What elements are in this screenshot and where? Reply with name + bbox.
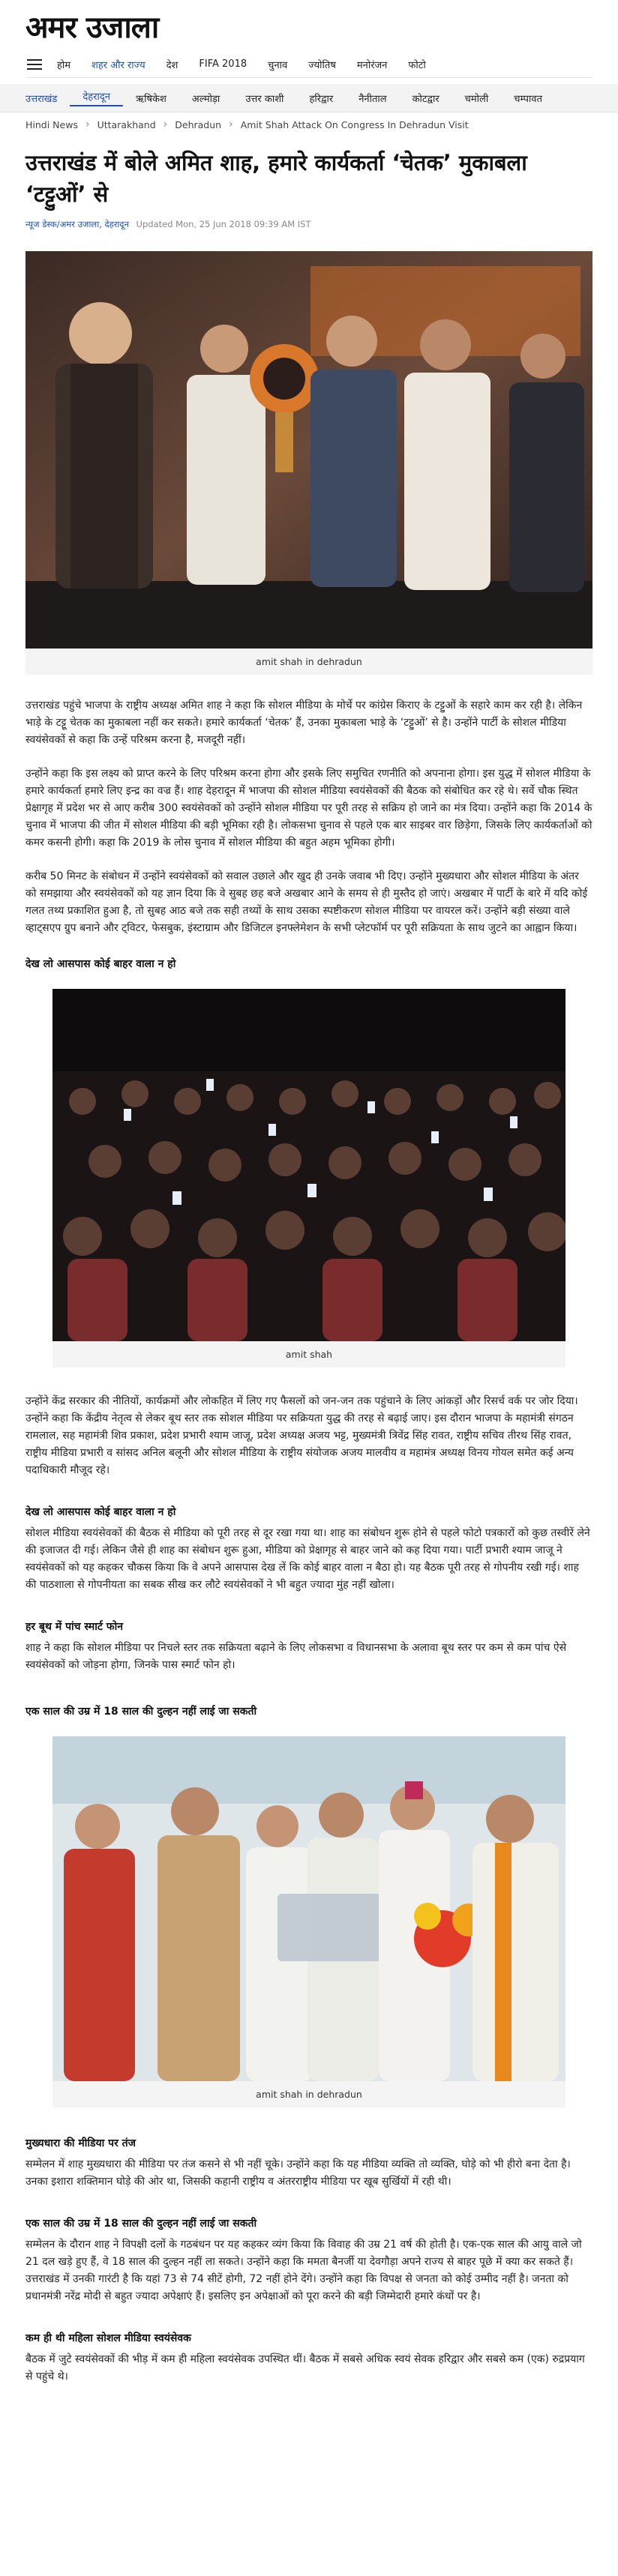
nav-item-fifa[interactable]: FIFA 2018 — [199, 58, 248, 70]
hamburger-menu-icon[interactable] — [26, 57, 44, 72]
article-paragraph: उत्तराखंड पहुंचे भाजपा के राष्ट्रीय अध्यक्ष अमित शाह ने कहा कि सोशल मीडिया के मोर्चे पर कांग्रेस किराए के टट्टुओं के सहारे काम कर रही है। लेकिन भाड़े के टट्टू चेतक का मुकाबला नहीं कर सकते। हमारे कार्यकर्ता ‘चेतक’ हैं, उनका मुकाबला भाड़े के ‘टट्टुओं’ से है। उन्होंने पार्टी के सोशल मीडिया स्वयंसेवकों से कहा कि उन्हें परिश्रम करना है, मजदूरी नहीं। — [26, 699, 583, 746]
figure-caption: amit shah in dehradun — [52, 2081, 566, 2107]
section-heading: कम ही थी महिला सोशल मीडिया स्वयंसेवक — [26, 2332, 191, 2344]
sub-nav-rishikesh[interactable]: ऋषिकेश — [136, 93, 166, 105]
article-paragraph: उन्होंने कहा कि इस लक्ष्य को प्राप्त करने के लिए परिश्रम करना होगा और इसके लिए समुचित रणनीति को अपनाना होगा। इस युद्ध में सोशल मीडिया के हमारे कार्यकर्ता हमारे लिए इन्द्र का वज्र हैं। शाह देहरादून में भाजपा की सोशल मीडिया स्वयंसेवकों की बैठक को संबोधित कर रहे थे। सर्वे चौक स्थित प्रेक्षागृह में प्रदेश भर से आए करीब 300 स्वयंसेवकों को उन्होंने सोशल मीडिया पर पूरी तरह से सक्रिय हो जाने का मंत्र दिया। उन्होंने कहा कि 2014 के चुनाव में भाजपा की जीत में सोशल मीडिया की बड़ी भूमिका रही है। लोकसभा चुनाव से पहले एक बार साइबर वार छिड़ेगा, जिसके लिए कार्यकर्ताओं को कमर कसनी होगी। कहा कि 2019 के लोस चुनाव में सोशल मीडिया की बहुत अहम भूमिका होगी। — [26, 768, 592, 849]
section-heading: एक साल की उम्र में 18 साल की दुल्हन नहीं लाई जा सकती — [26, 2218, 257, 2230]
sub-nav-kotdwar[interactable]: कोटद्वार — [412, 93, 440, 105]
section-heading: देख लो आसपास कोई बाहर वाला न हो — [26, 958, 176, 970]
image-placeholder — [26, 251, 592, 648]
sub-nav-chamoli[interactable]: चमोली — [464, 93, 489, 105]
article-figure-3 — [26, 1736, 592, 2107]
article-paragraph: बैठक में जुटे स्वयंसेवकों की भीड़ में कम ही महिला स्वयंसेवक उपस्थित थीं। बैठक में सबसे अधिक स्वयं सेवक हरिद्वार और सबसे कम (एक) रुद्रप्रयाग से पहुंचे थे। — [26, 2353, 585, 2383]
chevron-right-icon: › — [85, 118, 90, 130]
article-paragraph: सम्मेलन में शाह मुख्यधारा की मीडिया पर तंज कसने से भी नहीं चूके। उन्होंने कहा कि यह मीडिया व्यक्ति तो व्यक्ति, घोड़े को भी हीरो बना देता है। उनका इशारा शक्तिमान घोड़े की ओर था, जिसकी कहानी राष्ट्रीय व अंतरराष्ट्रीय मीडिया पर खूब सुर्खियों में रही थी। — [26, 2158, 571, 2188]
image-placeholder — [52, 989, 566, 1341]
main-navigation — [26, 51, 592, 78]
article-paragraph: उन्होंने केंद्र सरकार की नीतियों, कार्यक्रमों और लोकहित में लिए गए फैसलों को जन-जन तक पहुंचाने के लिए आंकड़ों और रिसर्च वर्क पर जोर दिया। उन्होंने कहा कि केंद्रीय नेतृत्व से लेकर बूथ स्तर तक सोशल मीडिया पर सक्रियता युद्ध की तरह से बढ़ाई जाए। इस दौरान भाजपा के महामंत्री संगठन रामलाल, सह महामंत्री शिव प्रकाश, प्रदेश प्रभारी श्याम जाजू, प्रदेश अध्यक्ष अजय भट्ट, मुख्यमंत्री त्रिवेंद्र सिंह रावत, राष्ट्रीय सचिव तीरथ सिंह रावत, राष्ट्रीय मीडिया प्रभारी व सांसद अनिल बलूनी और सोशल मीडिया के राष्ट्रीय संयोजक अजय मालवीय व महामंत्र अध्यक्ष विनय गोयल समेत कई अन्य पदाधिकारी मौजूद रहे। — [26, 1395, 578, 1476]
breadcrumb-dehradun[interactable]: Dehradun — [175, 118, 222, 130]
sub-nav-uttarkashi[interactable]: उत्तर काशी — [245, 93, 284, 105]
article-paragraph: सोशल मीडिया स्वयंसेवकों की बैठक से मीडिया को पूरी तरह से दूर रखा गया था। शाह का संबोधन शुरू होने से पहले फोटो पत्रकारों को कुछ तस्वीरें लेने की इजाजत दी गई। लेकिन जैसे ही शाह का संबोधन शुरू हुआ, मीडिया को प्रेक्षागृह से बाहर जाने को कह दिया गया। पार्टी प्रभारी श्याम जाजू ने स्वयंसेवकों को यह कहकर चौकस किया कि वे अपने आसपास देख लें कि कोई बाहर वाला न बैठा हो। यह बैठक पूरी तरह से गोपनीय रखी गई। शाह की पाठशाला से गोपनीयता का सबक सीख कर लौटे स्वयंसेवकों ने भी बहुत ज्यादा मुंह नहीं खोला। — [26, 1527, 590, 1591]
breadcrumb-current-article: Amit Shah Attack On Congress In Dehradun Visit — [240, 118, 469, 130]
sub-nav-dehradun[interactable]: देहरादून — [70, 89, 123, 106]
breadcrumb-hindi-news[interactable]: Hindi News — [26, 118, 78, 130]
article-figure-1 — [26, 251, 592, 675]
figure-caption: amit shah in dehradun — [26, 648, 592, 675]
section-heading: एक साल की उम्र में 18 साल की दुल्हन नहीं लाई जा सकती — [26, 1706, 257, 1718]
photo-audience — [52, 989, 566, 1341]
article-paragraph: करीब 50 मिनट के संबोधन में उन्होंने स्वयंसेवकों को सवाल उछाले और खुद ही उनके जवाब भी दिए। उन्होंने मुख्यधारा और सोशल मीडिया के अंतर को समझाया और स्वयंसेवकों को यह ज्ञान दिया कि वे सुबह छह बजे अखबार आने के समय से ही मुस्तैद हो जाएं। अखबार में पार्टी के बारे में यदि कोई गलत तथ्य प्रकाशित हुआ है, तो सुबह आठ बजे तक सही तथ्यों के साथ उसका स्पष्टीकरण सोशल मीडिया पर वायरल करें। उन्होंने बड़ी संख्या वाले व्हाट्सएप ग्रुप बनाने और ट्विटर, फेसबुक, इंस्टाग्राम और डिजिटल इनफ्लेमेशन के सभी प्लेटफॉर्म पर पूरी सक्रियता के साथ जुटने का आह्वान किया। — [26, 870, 588, 934]
photo-amit-shah-stage — [26, 251, 592, 648]
site-logo-area — [26, 0, 592, 51]
image-placeholder — [52, 1736, 566, 2081]
nav-item-election[interactable]: चुनाव — [268, 59, 288, 71]
breadcrumb-uttarakhand[interactable]: Uttarakhand — [97, 118, 156, 130]
sub-nav-nainital[interactable]: नैनीताल — [358, 93, 387, 105]
chevron-right-icon: › — [163, 118, 168, 130]
sub-nav-uttarakhand[interactable]: उत्तराखंड — [26, 93, 58, 105]
article-byline — [26, 219, 592, 230]
updated-timestamp: Updated Mon, 25 Jun 2018 09:39 AM IST — [136, 219, 311, 229]
author-link[interactable]: न्यूज डेस्क/अमर उजाला, देहरादून — [26, 219, 129, 229]
section-heading: देख लो आसपास कोई बाहर वाला न हो — [26, 1506, 176, 1518]
site-logo[interactable]: अमर उजाला — [26, 10, 159, 45]
chevron-right-icon: › — [229, 118, 233, 130]
article-paragraph: शाह ने कहा कि सोशल मीडिया पर निचले स्तर तक सक्रियता बढ़ाने के लिए लोकसभा व विधानसभा के अलावा बूथ स्तर पर कम से कम पांच ऐसे स्वयंसेवकों को जोड़ना होगा, जिनके पास स्मार्ट फोन हो। — [26, 1642, 567, 1671]
nav-item-city-state[interactable]: शहर और राज्य — [92, 59, 146, 71]
section-heading: हर बूथ में पांच स्मार्ट फोन — [26, 1621, 123, 1633]
article-paragraph: सम्मेलन के दौरान शाह ने विपक्षी दलों के गठबंधन पर यह कहकर व्यंग किया कि विवाह की उम्र 21 वर्ष की होती है। एक-एक साल की आयु वाले जो 21 दल खड़े हुए हैं, वे 18 साल की दुल्हन नहीं ला सकते। उन्होंने कहा कि ममता बैनर्जी या देवगौड़ा अपने राज्य से बाहर पूछे में क्या कर सकते हैं। उत्तराखंड में उनकी गारंटी है कि यहां 73 से 74 सीटें होगी, 72 नहीं होने देंगे। उन्होंने कहा कि विपक्ष से जनता को कोई उम्मीद नहीं है। जनता को प्रधानमंत्री नरेंद्र मोदी से बहुत ज्यादा अपेक्षाएं हैं। इसलिए इन अपेक्षाओं को पूरा करने की बड़ी जिम्मेदारी हमारे कंधों पर है। — [26, 2239, 582, 2302]
figure-caption: amit shah — [52, 1341, 566, 1367]
sub-nav-champawat[interactable]: चम्पावत — [514, 93, 543, 105]
article-figure-2 — [26, 989, 592, 1367]
nav-item-home[interactable]: होम — [57, 59, 71, 71]
breadcrumb — [26, 112, 592, 136]
nav-item-astrology[interactable]: ज्योतिष — [308, 59, 336, 71]
nav-item-country[interactable]: देश — [166, 59, 178, 71]
article-headline: उत्तराखंड में बोले अमित शाह, हमारे कार्यकर्ता ‘चेतक’ मुकाबला ‘टट्टुओं’ से — [26, 150, 527, 207]
nav-item-photo[interactable]: फोटो — [408, 59, 426, 71]
sub-nav-haridwar[interactable]: हरिद्वार — [309, 93, 334, 105]
photo-amit-shah-felicitation — [52, 1736, 566, 2081]
sub-nav-almora[interactable]: अल्मोड़ा — [191, 93, 220, 105]
sub-navigation — [0, 84, 618, 112]
nav-item-entertainment[interactable]: मनोरंजन — [356, 59, 388, 71]
section-heading: मुख्यधारा की मीडिया पर तंज — [26, 2137, 136, 2149]
